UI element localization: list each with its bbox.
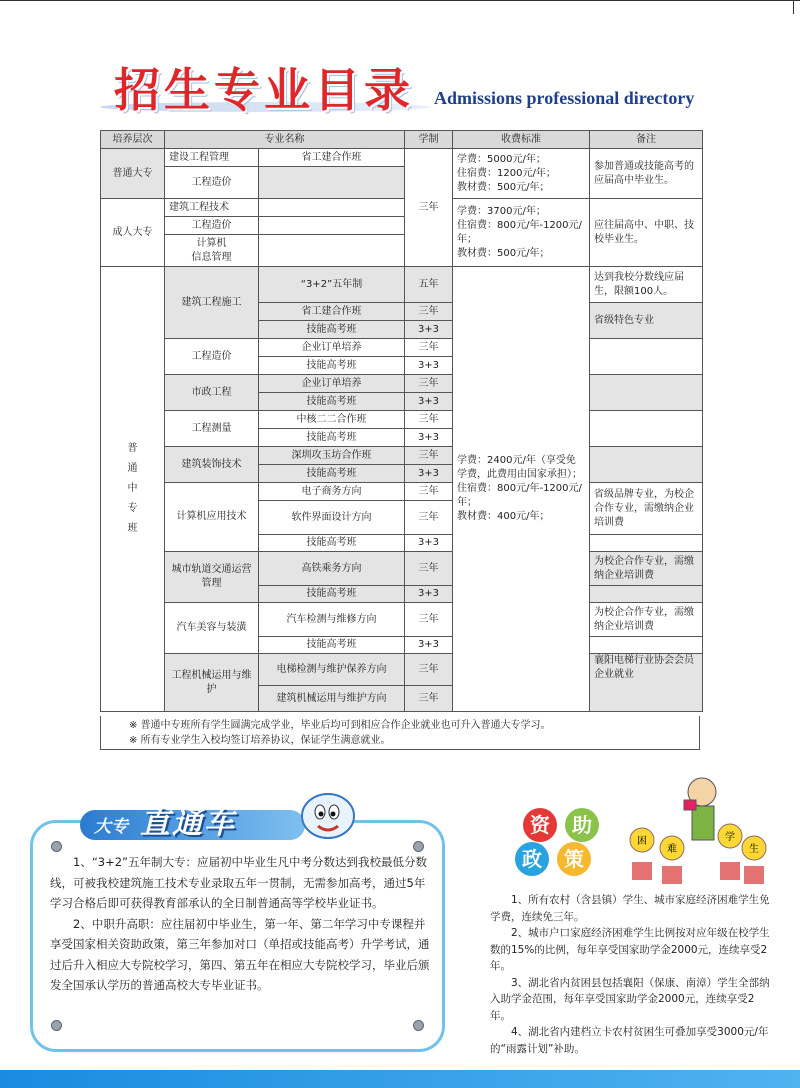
class-cell <box>259 199 405 217</box>
class-cell: 汽车检测与维修方向 <box>259 603 405 637</box>
table-row <box>101 267 703 303</box>
class-cell: 高铁乘务方向 <box>259 552 405 586</box>
banner-label-dazhuan: 大专 <box>94 817 128 837</box>
fee-cell: 学费：3700元/年； 住宿费：800元/年-1200元/年； 教材费：500元/年； <box>453 199 590 267</box>
fee-cell: 学费：5000元/年； 住宿费：1200元/年； 教材费：500元/年； <box>453 149 590 199</box>
major-cell: 工程造价 <box>165 339 259 375</box>
note-cell: 省级品牌专业，为校企合作专业，需缴纳企业培训费 <box>590 483 703 535</box>
screw-icon <box>51 841 62 852</box>
class-cell: 省工建合作班 <box>259 149 405 167</box>
note-cell: 参加普通或技能高考的应届高中毕业生。 <box>590 149 703 199</box>
years-cell: 3+3 <box>405 429 453 447</box>
table-notes <box>100 716 700 750</box>
class-cell: 技能高考班 <box>259 586 405 603</box>
cartoon-car-icon <box>298 784 358 844</box>
level-cell: 成人大专 <box>101 199 165 267</box>
class-cell: 技能高考班 <box>259 429 405 447</box>
years-cell: 3+3 <box>405 535 453 552</box>
flower-char: 学 <box>725 832 735 843</box>
note-cell <box>590 375 703 411</box>
table-row <box>101 339 703 357</box>
years-cell: 三年 <box>405 654 453 686</box>
major-cell: 工程造价 <box>165 217 259 235</box>
major-cell: 建筑装饰技术 <box>165 447 259 483</box>
express-paragraph: 1、“3+2”五年制大专：应届初中毕业生凡中考分数达到我校最低分数线，可被我校建筑施工技术专业录取五年一贯制，无需参加高考，通过5年学习合格后即可获得教育部承认的全日制普通高等学校毕业证书。 <box>50 855 427 910</box>
class-cell: 技能高考班 <box>259 321 405 339</box>
class-cell: 技能高考班 <box>259 535 405 552</box>
screw-icon <box>413 1020 424 1031</box>
level-cell: 普通大专 <box>101 149 165 199</box>
class-cell: 建筑机械运用与维护方向 <box>259 686 405 712</box>
flower-char: 生 <box>749 844 759 855</box>
aid-paragraph: 4、湖北省内建档立卡农村贫困生可叠加享受3000元/年的“雨露计划”补助。 <box>490 1026 769 1055</box>
gardener-icon <box>684 778 716 840</box>
years-cell: 三年 <box>405 339 453 357</box>
years-cell: 三年 <box>405 501 453 535</box>
table-row <box>101 447 703 465</box>
years-cell: 三年 <box>405 375 453 393</box>
title-english: Admissions professional directory <box>434 88 695 108</box>
table-row <box>101 654 703 686</box>
years-cell: 3+3 <box>405 637 453 654</box>
express-text <box>50 852 435 996</box>
header-years: 学制 <box>405 131 453 149</box>
major-cell: 工程机械运用与维护 <box>165 654 259 712</box>
years-cell: 3+3 <box>405 393 453 411</box>
class-cell: 技能高考班 <box>259 465 405 483</box>
level-cell: 普 通 中 专 班 <box>101 267 165 712</box>
class-cell: 电子商务方向 <box>259 483 405 501</box>
screw-icon <box>51 1020 62 1031</box>
note-cell: 省级特色专业 <box>590 303 703 339</box>
gardener-illustration <box>622 770 772 888</box>
fee-cell: 学费：2400元/年（享受免学费，此费用由国家承担）； 住宿费：800元/年-1200元/年； 教材费：400元/年； <box>453 267 590 712</box>
aid-paragraph: 3、湖北省内贫困县包括襄阳（保康、南漳）学生全部纳入助学金范围，每年享受国家助学金2000元，连续享受2年。 <box>490 976 770 1022</box>
note-cell <box>590 339 703 375</box>
flower-char: 难 <box>667 844 677 855</box>
table-row <box>101 603 703 637</box>
note-cell: 襄阳电梯行业协会会员企业就业 <box>590 654 703 712</box>
class-cell: “3+2”五年制 <box>259 267 405 303</box>
banner-label-ztc: 直通车 <box>140 806 236 841</box>
page-title <box>100 52 700 122</box>
note-cell <box>590 535 703 552</box>
note-cell: 应往届高中、中职、技校毕业生。 <box>590 199 703 267</box>
major-cell: 城市轨道交通运营管理 <box>165 552 259 603</box>
major-cell: 建筑工程施工 <box>165 267 259 339</box>
aid-char: 政 <box>522 847 542 871</box>
major-cell: 计算机应用技术 <box>165 483 259 552</box>
table-row <box>101 375 703 393</box>
years-cell: 3+3 <box>405 465 453 483</box>
top-corner-mark <box>793 0 794 14</box>
class-cell: 中核二二合作班 <box>259 411 405 429</box>
aid-text <box>490 892 770 1057</box>
major-cell: 建筑工程技术 <box>165 199 259 217</box>
major-cell: 汽车美容与装潢 <box>165 603 259 654</box>
note-cell: 为校企合作专业，需缴纳企业培训费 <box>590 552 703 586</box>
class-cell: 省工建合作班 <box>259 303 405 321</box>
class-cell: 企业订单培养 <box>259 339 405 357</box>
years-cell: 三年 <box>405 603 453 637</box>
class-cell: 技能高考班 <box>259 357 405 375</box>
table-row <box>101 149 703 167</box>
years-cell: 三年 <box>405 686 453 712</box>
header-major: 专业名称 <box>165 131 405 149</box>
years-cell: 三年 <box>405 552 453 586</box>
major-cell: 工程造价 <box>165 167 259 199</box>
aid-title <box>510 805 620 880</box>
years-cell: 五年 <box>405 267 453 303</box>
express-banner <box>68 784 358 854</box>
note-cell <box>590 586 703 603</box>
aid-paragraph: 1、所有农村（含县镇）学生、城市家庭经济困难学生免学费，连续免三年。 <box>490 894 770 923</box>
years-cell: 3+3 <box>405 321 453 339</box>
note-line: ※ 普通中专班所有学生圆满完成学业，毕业后均可到相应合作企业就业也可升入普通大专学习。 <box>129 720 551 731</box>
years-cell: 三年 <box>405 303 453 321</box>
admissions-table <box>100 130 703 712</box>
note-line: ※ 所有专业学生入校均签订培养协议，保证学生满意就业。 <box>129 735 391 746</box>
class-cell: 电梯检测与维护保养方向 <box>259 654 405 686</box>
class-cell: 企业订单培养 <box>259 375 405 393</box>
header-fee: 收费标准 <box>453 131 590 149</box>
major-cell: 工程测量 <box>165 411 259 447</box>
years-cell: 三年 <box>405 149 453 267</box>
major-cell: 市政工程 <box>165 375 259 411</box>
aid-paragraph: 2、城市户口家庭经济困难学生比例按对应年级在校学生数的15%的比例，每年享受国家助学金2000元，连续享受2年。 <box>490 927 770 972</box>
note-cell: 达到我校分数线应届生，限额100人。 <box>590 267 703 303</box>
header-level: 培养层次 <box>101 131 165 149</box>
note-cell <box>590 447 703 483</box>
aid-char: 资 <box>530 813 550 837</box>
title-chinese: 招生专业目录 <box>114 63 414 117</box>
class-cell: 软件界面设计方向 <box>259 501 405 535</box>
major-cell: 建设工程管理 <box>165 149 259 167</box>
years-cell: 三年 <box>405 411 453 429</box>
class-cell: 深圳攻玉坊合作班 <box>259 447 405 465</box>
years-cell: 3+3 <box>405 586 453 603</box>
table-header-row <box>101 131 703 149</box>
table-row <box>101 411 703 429</box>
aid-title-graphic <box>510 805 620 880</box>
years-cell: 三年 <box>405 483 453 501</box>
flower-char: 困 <box>637 836 647 847</box>
years-cell: 三年 <box>405 447 453 465</box>
header-note: 备注 <box>590 131 703 149</box>
table-row <box>101 552 703 586</box>
class-cell: 技能高考班 <box>259 637 405 654</box>
major-cell: 计算机 信息管理 <box>165 235 259 267</box>
bottom-bar <box>0 1070 800 1088</box>
aid-char: 助 <box>572 813 592 837</box>
table-row <box>101 199 703 217</box>
express-paragraph: 2、中职升高职：应往届初中毕业生，第一年、第二年学习中专课程并享受国家相关资助政策，第三年参加对口（单招或技能高考）升学考试，通过后升入相应大专院校学习，第四、第五年在相应大专院校学习，毕业后颁发全国承认学历的普通高校大专毕业证书。 <box>50 916 430 992</box>
class-cell <box>259 167 405 199</box>
screw-icon <box>413 841 424 852</box>
class-cell <box>259 217 405 235</box>
table-row <box>101 483 703 501</box>
note-cell: 为校企合作专业，需缴纳企业培训费 <box>590 603 703 637</box>
class-cell <box>259 235 405 267</box>
years-cell: 3+3 <box>405 357 453 375</box>
class-cell: 技能高考班 <box>259 393 405 411</box>
note-cell <box>590 637 703 654</box>
aid-char: 策 <box>564 847 584 871</box>
top-rule <box>0 0 800 1</box>
note-cell <box>590 411 703 447</box>
